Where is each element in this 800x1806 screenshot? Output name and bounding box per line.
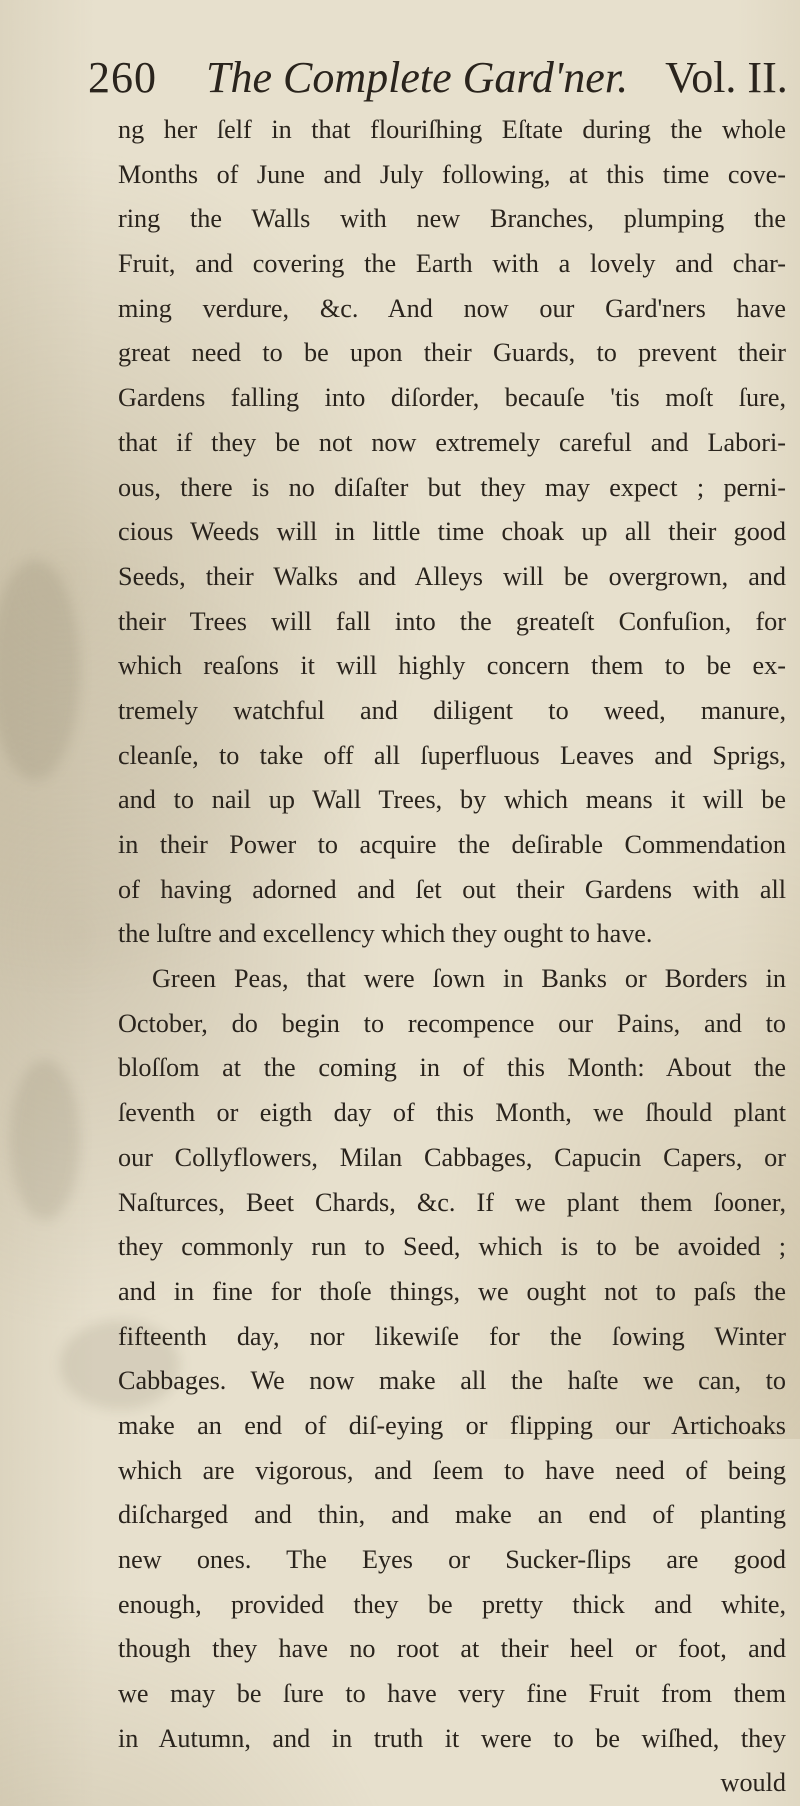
text-line: which reaſons it will highly concern them to be ex- <box>118 651 786 681</box>
text-line: make an end of diſ-eying or flipping our Artichoaks <box>118 1410 786 1440</box>
running-header <box>88 48 788 108</box>
paper-stain <box>10 1060 80 1220</box>
text-line: that if they be not now extremely careful and Labori- <box>118 427 786 457</box>
running-title: The Complete Gard'ner. <box>206 53 629 102</box>
text-line: enough, provided they be pretty thick and white, <box>118 1589 786 1619</box>
text-line: great need to be upon their Guards, to prevent their <box>118 338 786 368</box>
text-line: they commonly run to Seed, which is to be avoided ; <box>118 1232 786 1262</box>
text-line: Seeds, their Walks and Alleys will be overgrown, and <box>118 561 786 591</box>
text-line: though they have no root at their heel or foot, and <box>118 1634 786 1664</box>
text-line: diſcharged and thin, and make an end of planting <box>118 1500 786 1530</box>
text-line: October, do begin to recompence our Pains, and to <box>118 1008 786 1038</box>
catchword: would <box>720 1768 786 1798</box>
text-line: tremely watchful and diligent to weed, manure, <box>118 695 786 725</box>
text-line: Months of June and July following, at this time cove- <box>118 159 786 189</box>
text-line: ng her ſelf in that flouriſhing Eſtate during the whole <box>118 115 786 144</box>
text-line: we may be ſure to have very fine Fruit from them <box>118 1679 786 1709</box>
text-line: Cabbages. We now make all the haſte we can, to <box>118 1366 786 1396</box>
text-line: ſeventh or eigth day of this Month, we ſhould plant <box>118 1098 786 1128</box>
paper-stain <box>0 560 80 780</box>
text-line: Fruit, and covering the Earth with a lovely and char- <box>118 249 786 279</box>
text-line: our Collyflowers, Milan Cabbages, Capucin Capers, or <box>118 1142 786 1172</box>
body-text <box>118 108 786 1806</box>
volume-label: Vol. II. <box>665 53 788 102</box>
text-line: ous, there is no diſaſter but they may expect ; perni- <box>118 472 786 502</box>
text-line: new ones. The Eyes or Sucker-ſlips are good <box>118 1545 786 1574</box>
text-line: and in fine for thoſe things, we ought not to paſs the <box>118 1276 786 1306</box>
text-line: ming verdure, &c. And now our Gard'ners have <box>118 293 786 323</box>
text-line: their Trees will fall into the greateſt Confuſion, for <box>118 606 786 636</box>
text-line: of having adorned and ſet out their Gardens with all <box>118 874 786 904</box>
page-number: 260 <box>88 53 157 102</box>
text-line: bloſſom at the coming in of this Month: About the <box>118 1053 786 1083</box>
text-line: cious Weeds will in little time choak up all their good <box>118 517 786 547</box>
text-line: and to nail up Wall Trees, by which means it will be <box>118 785 786 815</box>
text-line: in Autumn, and in truth it were to be wiſhed, they <box>118 1723 786 1753</box>
text-line: cleanſe, to take off all ſuperfluous Leaves and Sprigs, <box>118 740 786 770</box>
text-line: Gardens falling into diſorder, becauſe 'tis moſt ſure, <box>118 383 786 413</box>
text-line: fifteenth day, nor likewiſe for the ſowing Winter <box>118 1321 786 1351</box>
text-line: which are vigorous, and ſeem to have need of being <box>118 1455 786 1485</box>
text-line: Green Peas, that were ſown in Banks or Borders in <box>152 964 786 994</box>
text-line: Naſturces, Beet Chards, &c. If we plant them ſooner, <box>118 1187 786 1217</box>
text-line: the luſtre and excellency which they ought to have. <box>118 919 653 949</box>
text-line: ring the Walls with new Branches, plumping the <box>118 204 786 234</box>
text-line: in their Power to acquire the deſirable Commendation <box>118 830 786 859</box>
